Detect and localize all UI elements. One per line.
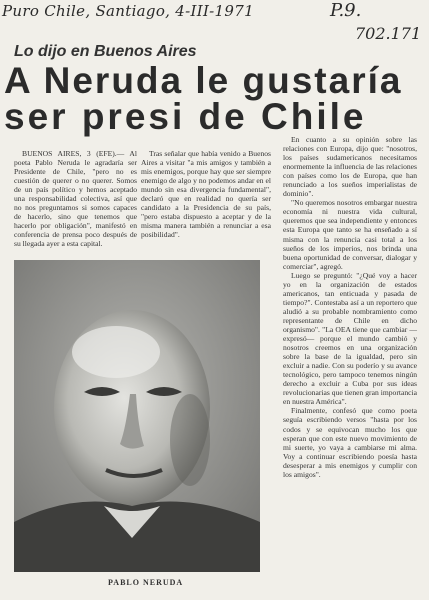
headline-line-1: A Neruda le gustaría <box>4 60 403 101</box>
paragraph: Finalmente, confesó que como poeta seguía escribiendo versos "hasta por los codos y se equivocan mucho los que esperan que con este nuevo movimiento de mi suerte, yo vaya a cambiarse mi alma. Voy a continuar escribiendo poesía hasta desesperar a mis enemigos y cumplir con los amigos". <box>283 406 417 479</box>
article-column-2 <box>141 149 271 239</box>
article-column-3 <box>283 135 417 479</box>
portrait-illustration <box>14 260 260 572</box>
handwritten-page-number: P.9. <box>330 0 362 21</box>
article-column-1 <box>14 149 137 249</box>
headline-line-2: ser presi de Chile <box>4 96 367 137</box>
paragraph: "No queremos nosotros embargar nuestra economía ni nuestra vida cultural, queremos que sea independiente y entonces esta Europa que tanto se ha enseñado a sí misma con la renuncia casi total a los sueños de los imperios, nos brinda una buena oportunidad de conversar, dialogar y comerciar", agregó. <box>283 198 417 271</box>
paragraph: Luego se preguntó: "¿Qué voy a hacer yo en la organización de estados americanos, tan enticuada y pasada de tiempo?". Contestaba así a un reportero que aludió a su probable nombramiento como representante de Chile en dicho organismo". "La OEA tiene que cambiar —expresó— porque el mundo cambió y nosotros creemos en una organización sobre la base de la igualdad, pero sin excluir a nadie. Con su poderío y su avance tecnológico, pero tampoco tenemos ningún derecho a excluir a Cuba por sus ideas revolucionarias que tienen gran importancia en nuestra América". <box>283 270 417 407</box>
paragraph: En cuanto a su opinión sobre las relaciones con Europa, dijo que: "nosotros, los países sudamericanos necesitamos enormemente la influencia de las relaciones con países como los de Europa, que han renunciado a los sueños imperialistas de dominio". <box>283 135 417 199</box>
photo-caption: PABLO NERUDA <box>108 578 184 587</box>
paragraph: Tras señalar que había venido a Buenos Aires a visitar "a mis amigos y también a mis enemigos, porque hay que ser siempre enemigo de algo y no podemos andar en el mundo sin esa divergencia fundamental", declaró que en realidad no quería ser candidato a la Presidencia de su país, "pero estaba dispuesto a aceptar y de la misma manera también a renunciar a esa posibilidad". <box>141 149 271 240</box>
kicker: Lo dijo en Buenos Aires <box>14 43 197 60</box>
paragraph: BUENOS AIRES, 3 (EFE).— Al poeta Pablo Neruda le agradaría ser Presidente de Chile, "pero no es cuestión de querer o no querer. Somos de un país político y hemos aceptado una responsabilidad colectiva, así que no nos preguntamos si somos capaces de hacerlo, sino que tenemos que hacerlo por obligación", manifestó en conferencia de prensa poco después de su llegada ayer a esta capital. <box>14 149 137 249</box>
portrait-photo <box>14 260 260 572</box>
handwritten-source-note: Puro Chile, Santiago, 4-III-1971 <box>2 2 254 20</box>
handwritten-archive-code: 702.171 <box>355 24 422 43</box>
